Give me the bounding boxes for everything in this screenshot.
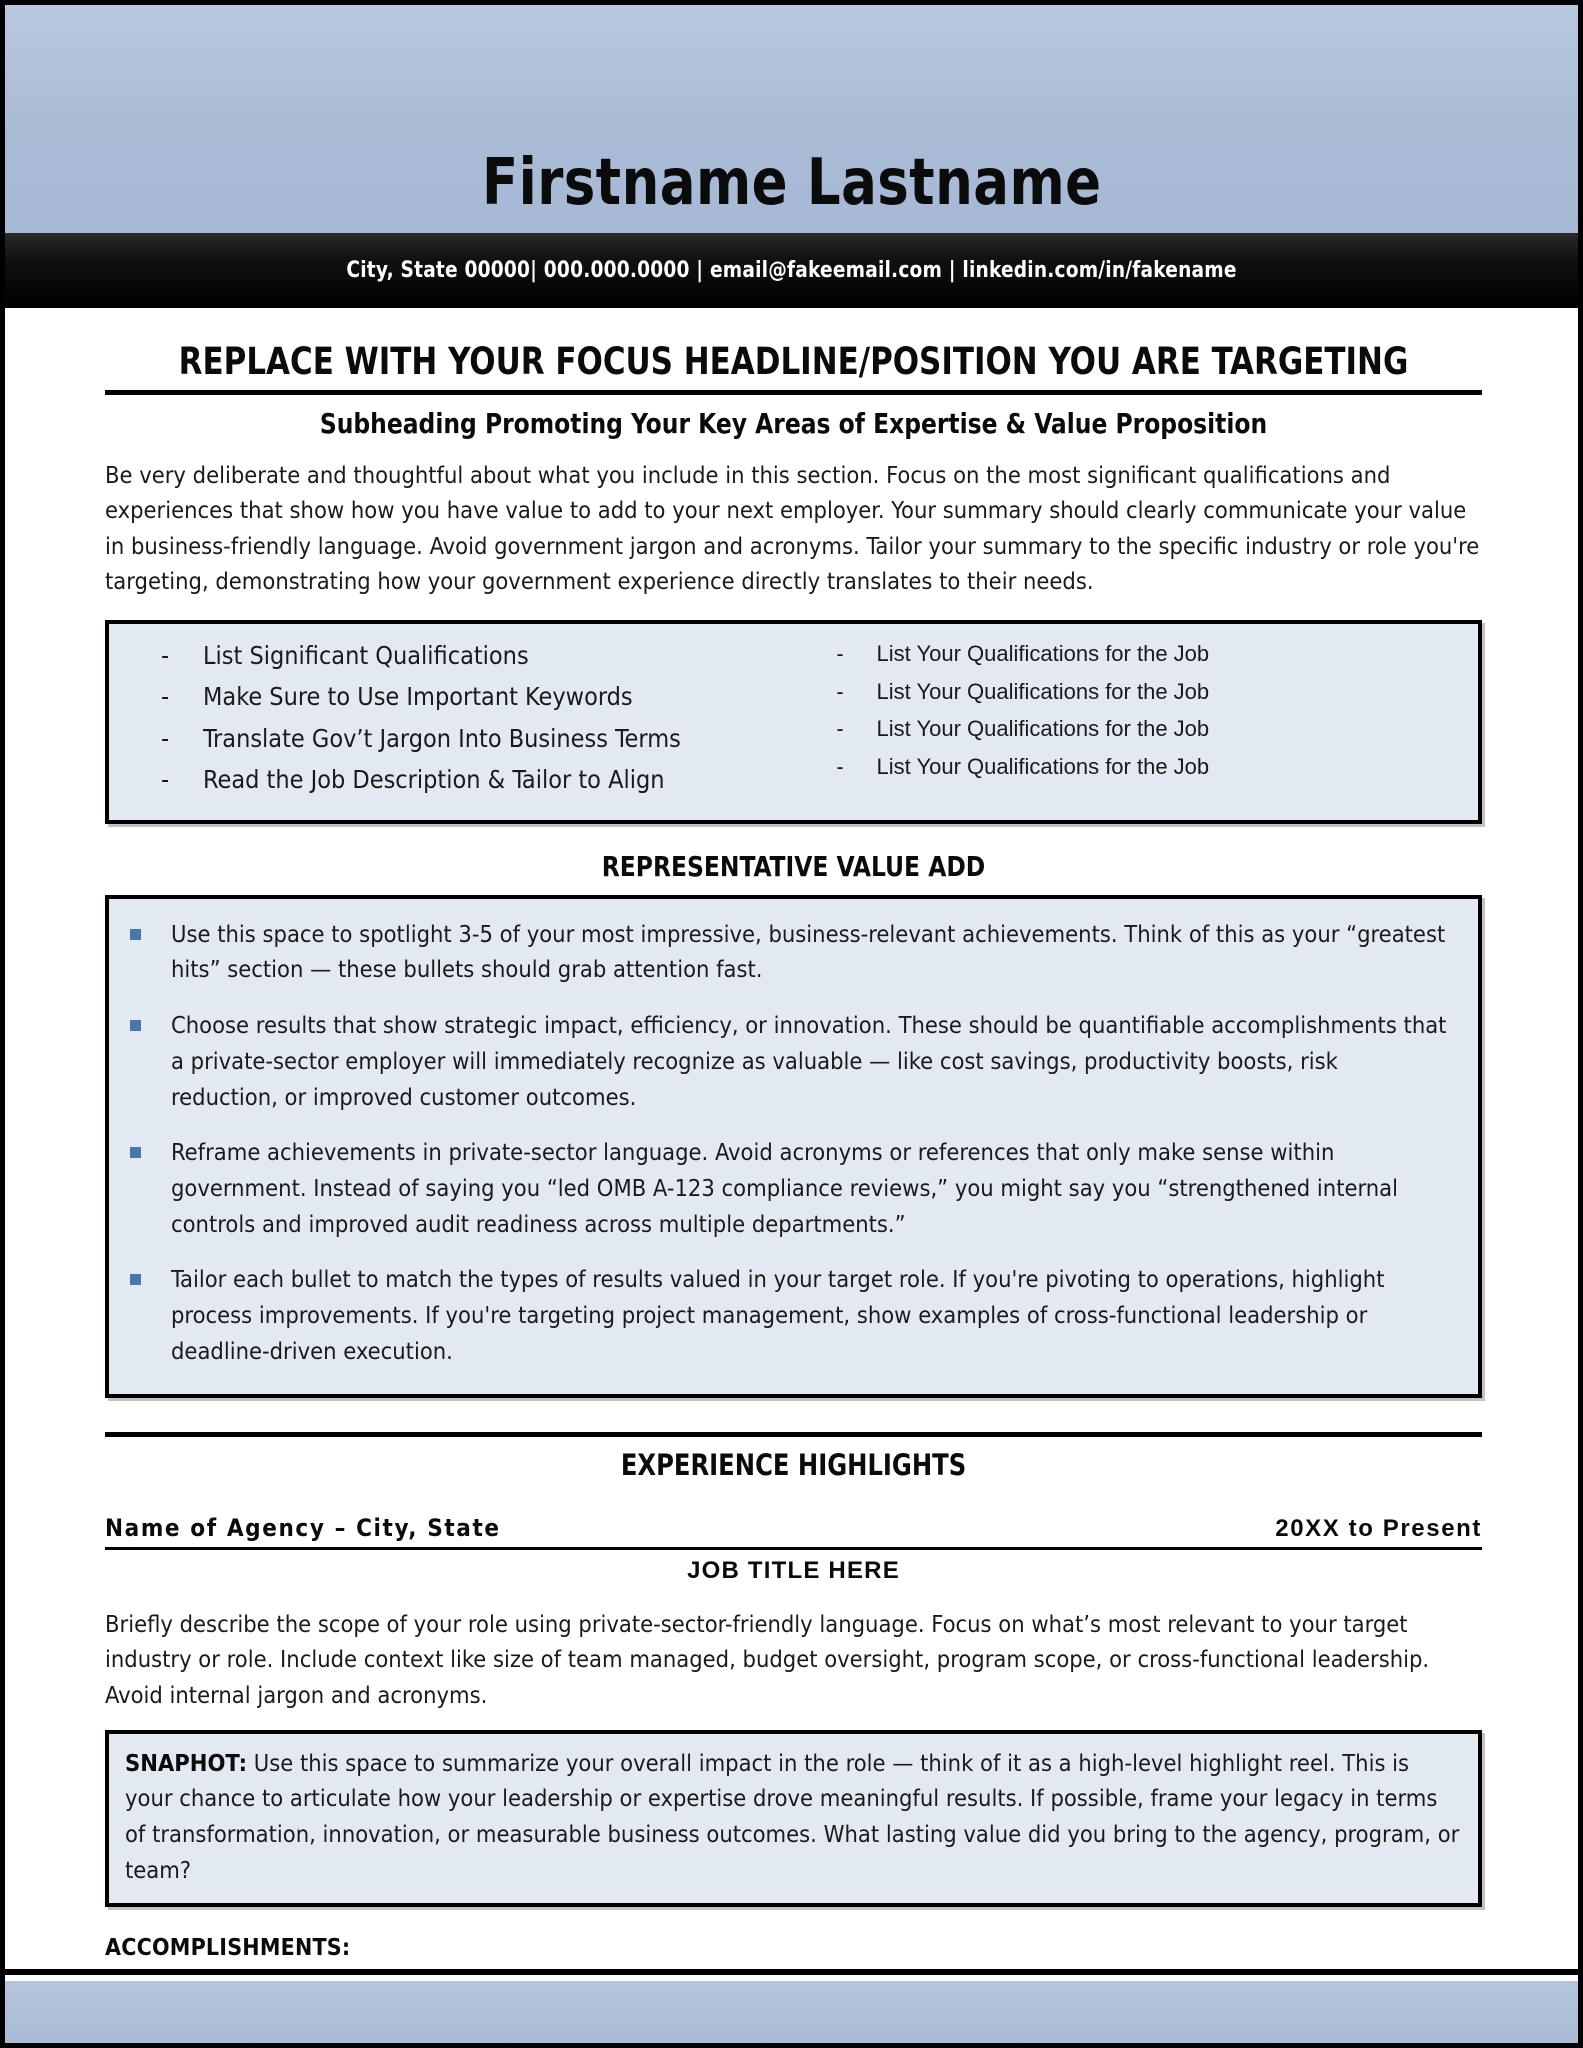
headline-divider	[105, 390, 1482, 395]
document-body	[5, 342, 1578, 2048]
qualification-label: Make Sure to Use Important Keywords	[203, 682, 633, 712]
list-item	[837, 676, 1479, 709]
experience-entry-header	[105, 1514, 1482, 1550]
experience-heading: EXPERIENCE HIGHLIGHTS	[620, 1447, 967, 1482]
qualification-label: Read the Job Description & Tailor to Align	[203, 765, 665, 795]
footer-divider	[5, 1969, 1578, 1975]
header-contact-band	[5, 233, 1578, 308]
dash-bullet-icon: -	[161, 682, 170, 712]
dash-bullet-icon: -	[836, 717, 844, 743]
value-add-heading: REPRESENTATIVE VALUE ADD	[601, 849, 986, 883]
list-item	[837, 751, 1479, 784]
list-item	[127, 1262, 1448, 1369]
qualifications-box	[105, 620, 1482, 824]
list-item	[127, 917, 1448, 988]
value-add-box	[105, 895, 1482, 1398]
qualification-label: List Significant Qualifications	[203, 640, 529, 670]
list-item	[837, 638, 1479, 671]
snapshot-label: SNAPHOT:	[125, 1748, 248, 1777]
focus-headline: REPLACE WITH YOUR FOCUS HEADLINE/POSITION YOU ARE TARGETING	[178, 340, 1409, 383]
qualifications-left-column	[109, 638, 803, 804]
role-scope-paragraph: Briefly describe the scope of your role using private-sector-friendly language. Focus on what’s most relevant to your target industry or role. Include context like size of team managed, budget oversight, program scope, or cross-functional leadership. Avoid internal jargon and acronyms.	[105, 1609, 1430, 1709]
list-item	[127, 1135, 1448, 1242]
employment-dates: 20XX to Present	[1275, 1514, 1482, 1542]
footer-band	[5, 1981, 1578, 2043]
dash-bullet-icon: -	[836, 641, 844, 667]
dash-bullet-icon: -	[836, 679, 844, 705]
qualifications-right-column	[803, 638, 1479, 804]
list-item	[161, 638, 803, 674]
square-bullet-icon	[130, 1020, 141, 1031]
accomplishments-label: ACCOMPLISHMENTS:	[105, 1934, 351, 1961]
square-bullet-icon	[130, 929, 141, 940]
summary-paragraph: Be very deliberate and thoughtful about what you include in this section. Focus on the most significant qualifications and experiences that show how you have value to add to your next employer. Your summary should clearly communicate your value in business-friendly language. Avoid government jargon and acronyms. Tailor your summary to the specific industry or role you're targeting, demonstrating how your government experience directly translates to their needs.	[105, 460, 1480, 596]
value-add-bullet-text: Reframe achievements in private-sector language. Avoid acronyms or references that only make sense within government. Instead of saying you “led OMB A-123 compliance reviews,” you might say you “strengthened internal controls and improved audit readiness across multiple departments.”	[171, 1138, 1399, 1238]
subheading: Subheading Promoting Your Key Areas of Expertise & Value Proposition	[319, 406, 1268, 440]
list-item	[161, 679, 803, 715]
dash-bullet-icon: -	[836, 755, 844, 781]
list-item	[127, 1008, 1448, 1115]
snapshot-paragraph	[125, 1746, 1460, 1889]
qualification-label: List Your Qualifications for the Job	[876, 640, 1210, 666]
dash-bullet-icon: -	[161, 640, 170, 670]
list-item	[837, 713, 1479, 746]
qualification-label: List Your Qualifications for the Job	[876, 716, 1210, 742]
page-title: Firstname Lastname	[481, 146, 1102, 220]
header-name-band	[5, 5, 1578, 233]
qualification-label: List Your Qualifications for the Job	[876, 678, 1210, 704]
snapshot-box	[105, 1730, 1482, 1907]
value-add-bullet-text: Use this space to spotlight 3-5 of your most impressive, business-relevant achievements. Think of this as your “greatest hits” section — these bullets should grab attention fast.	[171, 919, 1446, 984]
dash-bullet-icon: -	[161, 723, 170, 753]
dash-bullet-icon: -	[161, 765, 170, 795]
snapshot-body: Use this space to summarize your overall impact in the role — think of it as a high-level highlight reel. This is your chance to articulate how your leadership or expertise drove meaningful results. If possible, frame your legacy in terms of transformation, innovation, or measurable business outcomes. What lasting value did you bring to the agency, program, or team?	[125, 1748, 1460, 1884]
square-bullet-icon	[130, 1147, 141, 1158]
contact-line: City, State 00000| 000.000.0000 | email@fakeemail.com | linkedin.com/in/fakename	[346, 258, 1237, 283]
agency-name: Name of Agency – City, State	[105, 1513, 501, 1542]
qualification-label: List Your Qualifications for the Job	[876, 754, 1210, 780]
qualification-label: Translate Gov’t Jargon Into Business Terms	[203, 723, 681, 753]
value-add-bullet-text: Choose results that show strategic impact, efficiency, or innovation. These should be quantifiable accomplishments that a private-sector employer will immediately recognize as valuable — like cost savings, productivity boosts, risk reduction, or improved customer outcomes.	[171, 1011, 1447, 1111]
list-item	[161, 721, 803, 757]
square-bullet-icon	[130, 1274, 141, 1285]
experience-divider	[105, 1432, 1482, 1437]
value-add-bullet-text: Tailor each bullet to match the types of results valued in your target role. If you're pivoting to operations, highlight process improvements. If you're targeting project management, show examples of cross-functional leadership or deadline-driven execution.	[171, 1265, 1385, 1365]
list-item	[161, 762, 803, 798]
job-title: JOB TITLE HERE	[687, 1556, 900, 1584]
